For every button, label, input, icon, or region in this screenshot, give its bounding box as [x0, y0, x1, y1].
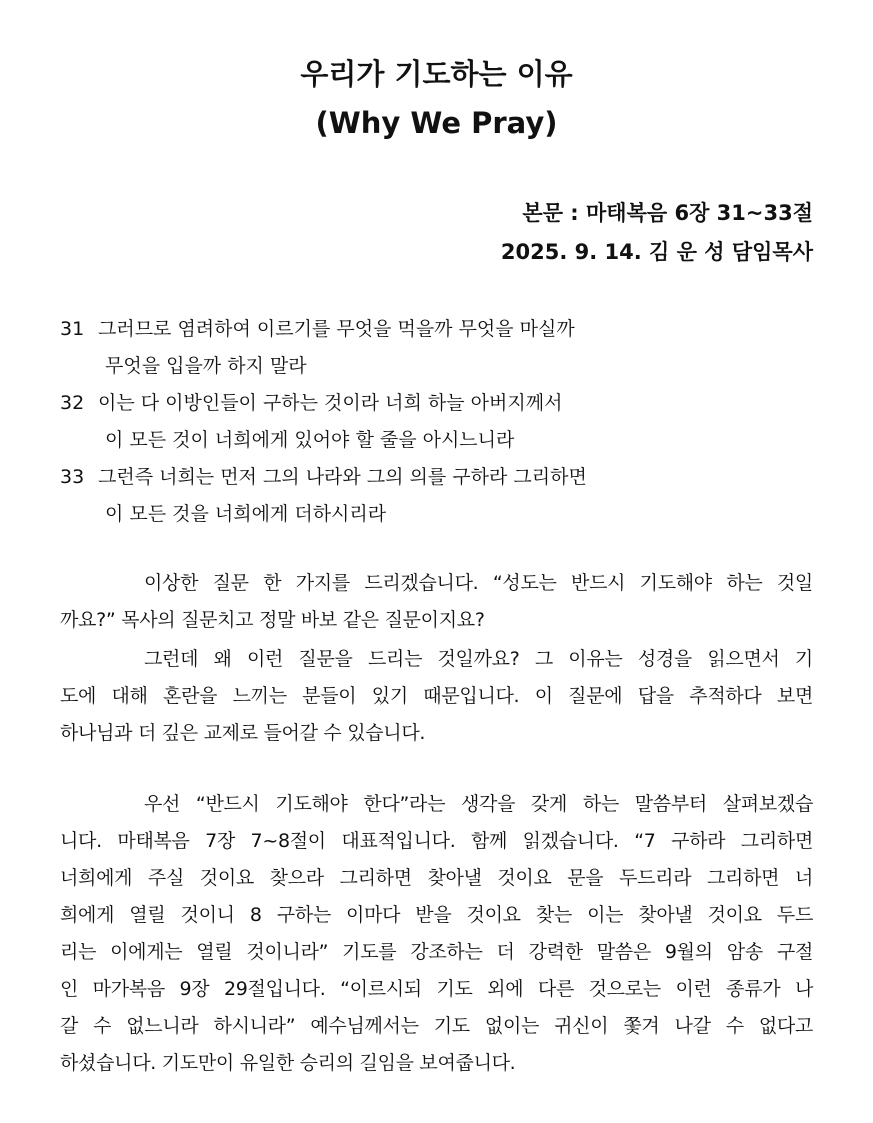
paragraph-1 — [60, 565, 813, 639]
verse-text: 그런즉 너희는 먼저 그의 나라와 그의 의를 구하라 그리하면 — [98, 466, 587, 488]
paragraph-line: 이상한 질문 한 가지를 드리겠습니다. “성도는 반드시 기도해야 하는 것일 — [144, 572, 813, 594]
paragraph-line: 그런데 왜 이런 질문을 드리는 것일까요? 그 이유는 성경을 읽으면서 기 — [144, 648, 813, 670]
verse-number: 33 — [60, 466, 85, 488]
verse-32-line-1 — [60, 385, 820, 422]
verse-33-line-1 — [60, 459, 820, 496]
verse-text: 이는 다 이방인들이 구하는 것이라 너희 하늘 아버지께서 — [98, 392, 563, 414]
paragraph-line: 우선 “반드시 기도해야 한다”라는 생각을 갖게 하는 말씀부터 살펴보겠습 — [144, 793, 813, 815]
paragraph-line: 하셨습니다. 기도만이 유일한 승리의 길임을 보여줍니다. — [60, 1052, 516, 1074]
paragraph-line: 도에 대해 혼란을 느끼는 분들이 있기 때문입니다. 이 질문에 답을 추적하다 보면 — [60, 685, 813, 707]
paragraph-line: 인 마가복음 9장 29절입니다. “이르시되 기도 외에 다른 것으로는 이런 종류가 나 — [60, 978, 813, 1000]
paragraph-line: 니다. 마태복음 7장 7~8절이 대표적입니다. 함께 읽겠습니다. “7 구하라 그리하면 — [60, 830, 813, 852]
date-and-pastor: 2025. 9. 14. 김 운 성 담임목사 — [500, 240, 813, 264]
verse-31-line-1 — [60, 311, 820, 348]
paragraph-line: 리는 이에게는 열릴 것이니라” 기도를 강조하는 더 강력한 말씀은 9월의 암송 구절 — [60, 941, 813, 963]
paragraph-3 — [60, 786, 813, 1082]
verse-33-line-2: 이 모든 것을 너희에게 더하시리라 — [105, 503, 387, 525]
paragraph-line: 희에게 열릴 것이니 8 구하는 이마다 받을 것이요 찾는 이는 찾아낼 것이요 두드 — [60, 904, 813, 926]
paragraph-line: 까요?” 목사의 질문치고 정말 바보 같은 질문이지요? — [60, 609, 485, 631]
paragraph-line: 하나님과 더 깊은 교제로 들어갈 수 있습니다. — [60, 722, 426, 744]
paragraph-line: 너희에게 주실 것이요 찾으라 그리하면 찾아낼 것이요 문을 두드리라 그리하면 너 — [60, 867, 813, 889]
verse-number: 32 — [60, 392, 85, 414]
verse-text: 그러므로 염려하여 이르기를 무엇을 먹을까 무엇을 마실까 — [98, 318, 575, 340]
sermon-title-english: (Why We Pray) — [315, 106, 558, 140]
verse-31-line-2: 무엇을 입을까 하지 말라 — [105, 355, 307, 377]
scripture-passage — [60, 311, 820, 533]
sermon-title-korean: 우리가 기도하는 이유 — [300, 57, 573, 91]
verse-32-line-2: 이 모든 것이 너희에게 있어야 할 줄을 아시느니라 — [105, 429, 515, 451]
paragraph-2 — [60, 641, 813, 752]
verse-number: 31 — [60, 318, 85, 340]
paragraph-line: 갈 수 없느니라 하시니라” 예수님께서는 기도 없이는 귀신이 쫓겨 나갈 수 없다고 — [60, 1015, 813, 1037]
scripture-reference: 본문 : 마태복음 6장 31~33절 — [522, 201, 813, 225]
